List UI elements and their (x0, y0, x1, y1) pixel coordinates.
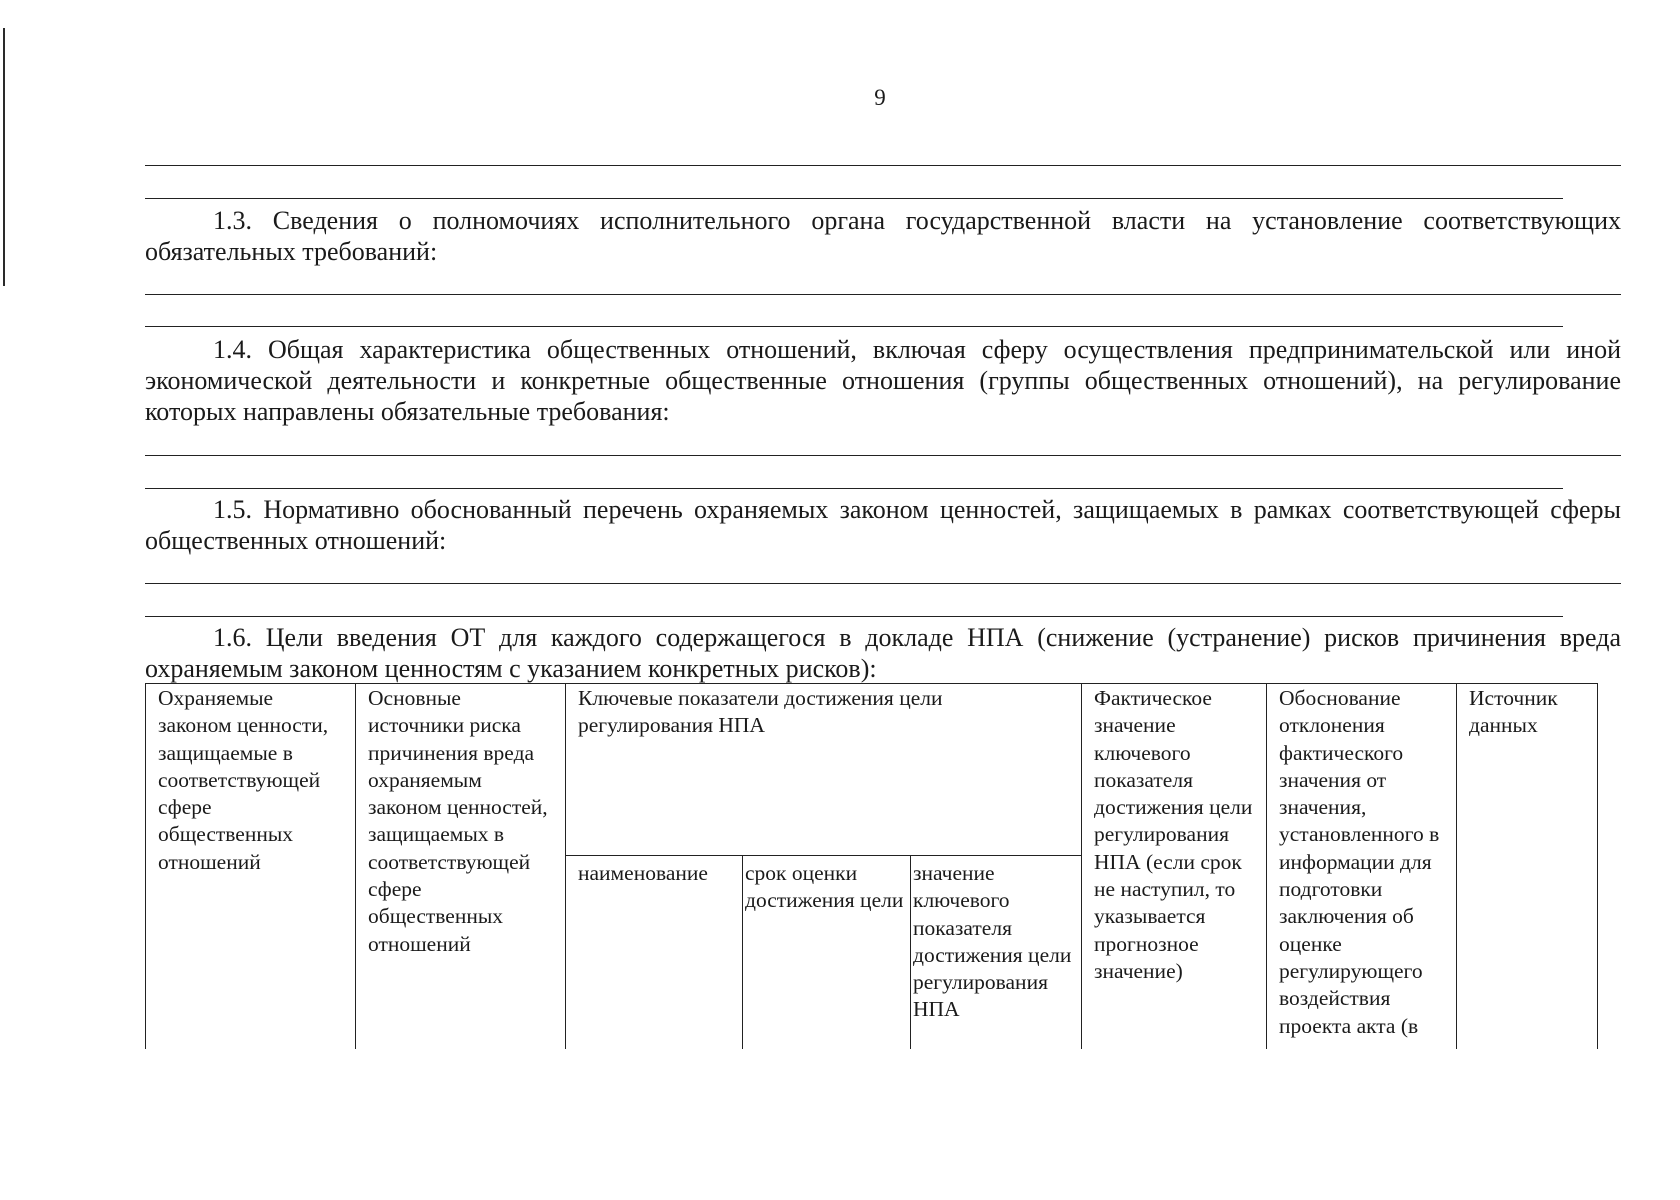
blank-fill-line (145, 455, 1621, 456)
blank-fill-line (145, 165, 1621, 166)
section-1-6-text: 1.6. Цели введения ОТ для каждого содержащегося в докладе НПА (снижение (устранение) рисков причинения вреда охраняемым законом ценностям с указанием конкретных рисков): (145, 623, 1621, 683)
header-key-indicators: Ключевые показатели достижения цели регулирования НПА (566, 684, 1082, 856)
section-1-4 (145, 334, 1621, 427)
blank-fill-line (145, 583, 1621, 584)
header-data-source: Источник данных (1457, 684, 1598, 1049)
binder-edge-line (3, 28, 5, 286)
table-header-row (146, 684, 1598, 856)
page-number: 9 (874, 85, 886, 110)
section-1-6 (145, 622, 1621, 684)
section-1-3 (145, 205, 1621, 267)
subheader-deadline: срок оценки достижения цели (743, 856, 911, 1049)
blank-fill-line (145, 198, 1563, 199)
header-risk-sources: Основные источники риска причинения вреда охраняемым законом ценностей, защищаемых в соответствующей сфере общественных отношений (356, 684, 566, 1049)
section-1-3-text: 1.3. Сведения о полномочиях исполнительного органа государственной власти на установление соответствующих обязательных требований: (145, 206, 1621, 266)
blank-fill-line (145, 488, 1563, 489)
blank-fill-line (145, 616, 1563, 617)
header-actual-value: Фактическое значение ключевого показателя достижения цели регулирования НПА (если срок не наступил, то указывается прогнозное значение) (1082, 684, 1267, 1049)
section-1-4-text: 1.4. Общая характеристика общественных отношений, включая сферу осуществления предпринимательской или иной экономической деятельности и конкретные общественные отношения (группы общественных отношений), на регулирование которых направлены обязательные требования: (145, 335, 1621, 426)
header-protected-values: Охраняемые законом ценности, защищаемые в соответствующей сфере общественных отношений (146, 684, 356, 1049)
blank-fill-line (145, 294, 1621, 295)
npa-goals-table (145, 683, 1598, 1049)
subheader-name: наименование (566, 856, 743, 1049)
section-1-5 (145, 494, 1621, 556)
section-1-5-text: 1.5. Нормативно обоснованный перечень охраняемых законом ценностей, защищаемых в рамках соответствующей сферы общественных отношений: (145, 495, 1621, 555)
subheader-target-value: значение ключевого показателя достижения цели регулирования НПА (911, 856, 1082, 1049)
blank-fill-line (145, 326, 1563, 327)
header-deviation-justification: Обоснование отклонения фактического значения от значения, установленного в информации для подготовки заключения об оценке регулирующего воздействия проекта акта (в (1267, 684, 1457, 1049)
